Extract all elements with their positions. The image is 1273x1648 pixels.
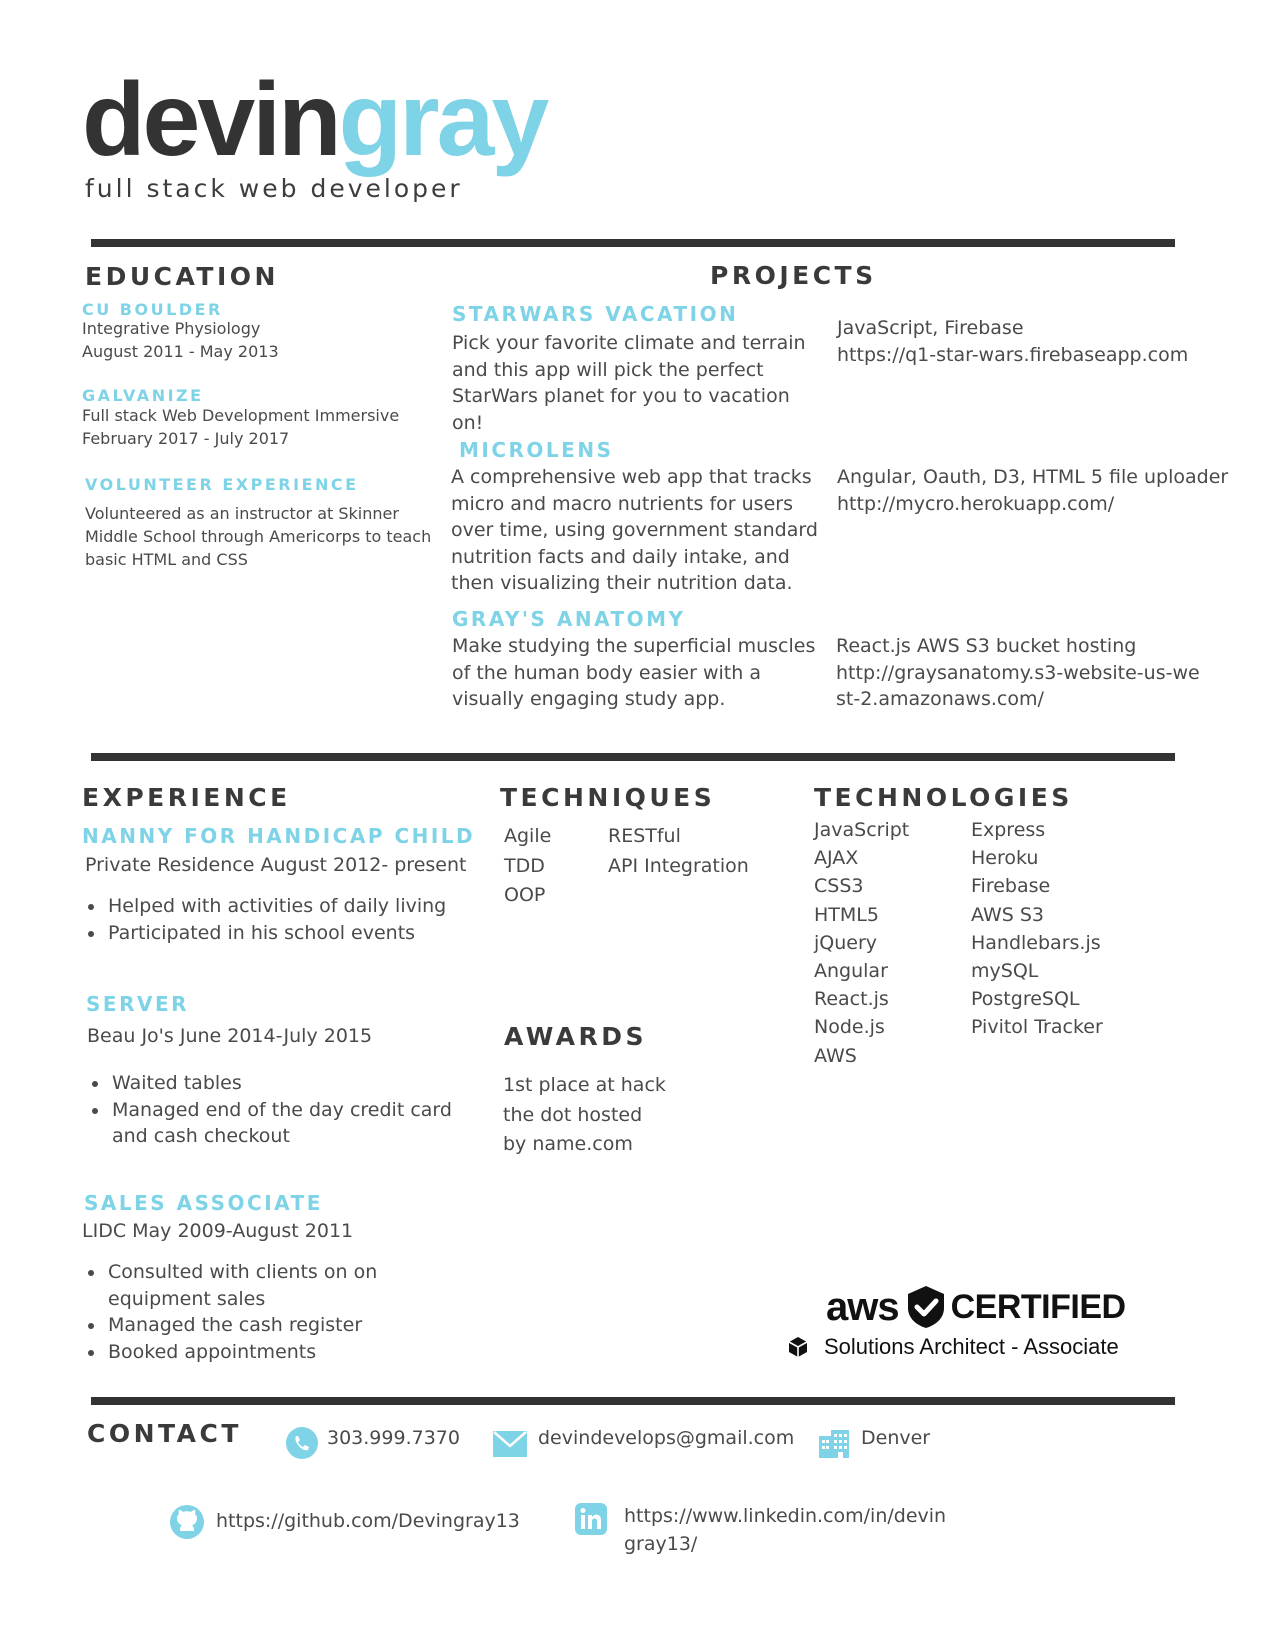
education-school: CU BOULDER <box>82 300 223 319</box>
project-name: GRAY'S ANATOMY <box>452 607 686 631</box>
contact-email[interactable]: devindevelops@gmail.com <box>538 1427 795 1449</box>
volunteer-text: Volunteered as an instructor at Skinner Middle School through Americorps to teach basic HTML and CSS <box>85 504 432 569</box>
list-item: • Managed the cash register <box>106 1312 406 1339</box>
contact-linkedin[interactable]: https://www.linkedin.com/in/devin gray13/ <box>624 1505 947 1555</box>
experience-title: EXPERIENCE <box>82 783 291 812</box>
project-links <box>837 464 1257 517</box>
job-role: SALES ASSOCIATE <box>84 1191 323 1215</box>
contact-phone[interactable]: 303.999.7370 <box>327 1427 460 1449</box>
awards-title: AWARDS <box>504 1022 648 1051</box>
aws-subtitle: Solutions Architect - Associate <box>824 1334 1119 1359</box>
job-meta: Beau Jo's June 2014-July 2015 <box>87 1025 373 1047</box>
job-bullets <box>82 893 466 946</box>
cube-icon <box>786 1335 810 1359</box>
list-item: RESTful <box>608 825 681 847</box>
list-item: • Managed end of the day credit card and cash checkout <box>110 1097 460 1150</box>
phone-icon <box>286 1427 318 1459</box>
technologies-col-1 <box>814 816 909 1070</box>
education-detail <box>82 404 422 450</box>
project-description: Make studying the superficial muscles of the human body easier with a visually engaging study app. <box>452 635 816 710</box>
job-bullets <box>82 1259 406 1365</box>
building-icon <box>817 1428 851 1458</box>
project-tech: JavaScript, Firebase <box>837 317 1024 339</box>
volunteer-title: VOLUNTEER EXPERIENCE <box>85 475 359 494</box>
aws-badge-top <box>826 1282 1126 1332</box>
aws-brand: aws <box>826 1284 899 1329</box>
list-item: JavaScript <box>814 819 910 841</box>
techniques-col-1 <box>504 822 551 911</box>
list-item: Express <box>971 819 1046 841</box>
list-item: Heroku <box>971 847 1039 870</box>
techniques-title: TECHNIQUES <box>500 783 716 812</box>
contact-github[interactable]: https://github.com/Devingray13 <box>216 1510 520 1532</box>
technologies-title: TECHNOLOGIES <box>814 783 1073 812</box>
project-description: Pick your favorite climate and terrain and this app will pick the perfect StarWars planet for you to vacation on! <box>452 332 806 434</box>
list-item: Handlebars.js <box>971 931 1101 954</box>
aws-certified-label: CERTIFIED <box>950 1287 1126 1326</box>
github-icon <box>169 1504 205 1540</box>
name-first: devin <box>82 62 339 178</box>
award-line: by name.com <box>503 1133 633 1155</box>
list-item: HTML5 <box>814 903 879 926</box>
list-item: mySQL <box>971 960 1039 983</box>
project-links <box>836 633 1208 713</box>
list-item: Node.js <box>814 1016 885 1039</box>
aws-badge-bottom <box>786 1334 1119 1360</box>
list-item: • Booked appointments <box>106 1339 406 1366</box>
list-item: TDD <box>504 854 545 877</box>
job-bullets <box>86 1070 460 1150</box>
award-line: 1st place at hack <box>503 1074 666 1096</box>
project-url[interactable]: https://q1-star-wars.firebaseapp.com <box>837 343 1189 366</box>
mail-icon <box>493 1431 527 1457</box>
aws-certified-badge <box>786 1282 1156 1362</box>
education-detail <box>82 317 422 363</box>
list-item: • Participated in his school events <box>106 920 466 947</box>
list-item: • Waited tables <box>110 1070 460 1097</box>
contact-title: CONTACT <box>87 1419 242 1448</box>
resume-header <box>82 60 782 220</box>
linkedin-icon <box>575 1503 607 1535</box>
list-item: PostgreSQL <box>971 988 1080 1011</box>
divider-top <box>91 239 1175 247</box>
check-shield-icon <box>905 1284 947 1330</box>
education-degree: Integrative Physiology <box>82 319 261 338</box>
tagline: full stack web developer <box>85 174 463 203</box>
education-degree: Full stack Web Development Immersive <box>82 406 400 425</box>
education-title: EDUCATION <box>85 262 279 291</box>
name-last: gray <box>338 62 547 178</box>
technologies-col-2 <box>971 816 1103 1042</box>
list-item: React.js <box>814 988 889 1011</box>
list-item: API Integration <box>608 854 749 877</box>
awards-text <box>503 1071 666 1160</box>
list-item: AWS S3 <box>971 903 1044 926</box>
list-item: • Consulted with clients on on equipment sales <box>106 1259 406 1312</box>
list-item: Agile <box>504 825 552 847</box>
list-item: • Helped with activities of daily living <box>106 893 466 920</box>
education-dates: February 2017 - July 2017 <box>82 429 290 448</box>
project-name: MICROLENS <box>459 438 614 462</box>
techniques-col-2 <box>608 822 749 881</box>
list-item: Firebase <box>971 875 1051 898</box>
job-meta: LIDC May 2009-August 2011 <box>82 1220 354 1242</box>
project-tech: Angular, Oauth, D3, HTML 5 file uploader <box>837 466 1229 488</box>
project-tech: React.js AWS S3 bucket hosting <box>836 635 1137 657</box>
education-school: GALVANIZE <box>82 386 204 405</box>
project-url[interactable]: http://graysanatomy.s3-website-us-west-2.amazonaws.com/ <box>836 661 1200 710</box>
list-item: jQuery <box>814 931 878 954</box>
name-title <box>82 60 546 180</box>
project-url[interactable]: http://mycro.herokuapp.com/ <box>837 492 1115 515</box>
project-description: A comprehensive web app that tracks micro and macro nutrients for users over time, using government standard nutrition facts and daily intake, and then visualizing their nutrition data. <box>451 466 818 594</box>
list-item: CSS3 <box>814 875 864 898</box>
projects-title: PROJECTS <box>710 261 877 290</box>
contact-city: Denver <box>861 1427 931 1449</box>
divider-bottom <box>91 1397 1175 1405</box>
job-role: NANNY FOR HANDICAP CHILD <box>82 824 476 848</box>
job-role: SERVER <box>86 992 190 1016</box>
project-links <box>837 315 1217 368</box>
list-item: Angular <box>814 960 888 983</box>
list-item: OOP <box>504 884 546 906</box>
project-name: STARWARS VACATION <box>452 302 739 326</box>
list-item: Pivitol Tracker <box>971 1016 1103 1039</box>
award-line: the dot hosted <box>503 1103 643 1126</box>
list-item: AJAX <box>814 847 859 870</box>
job-meta: Private Residence August 2012- present <box>85 854 467 876</box>
list-item: AWS <box>814 1044 857 1067</box>
education-dates: August 2011 - May 2013 <box>82 342 279 361</box>
divider-middle <box>91 753 1175 761</box>
